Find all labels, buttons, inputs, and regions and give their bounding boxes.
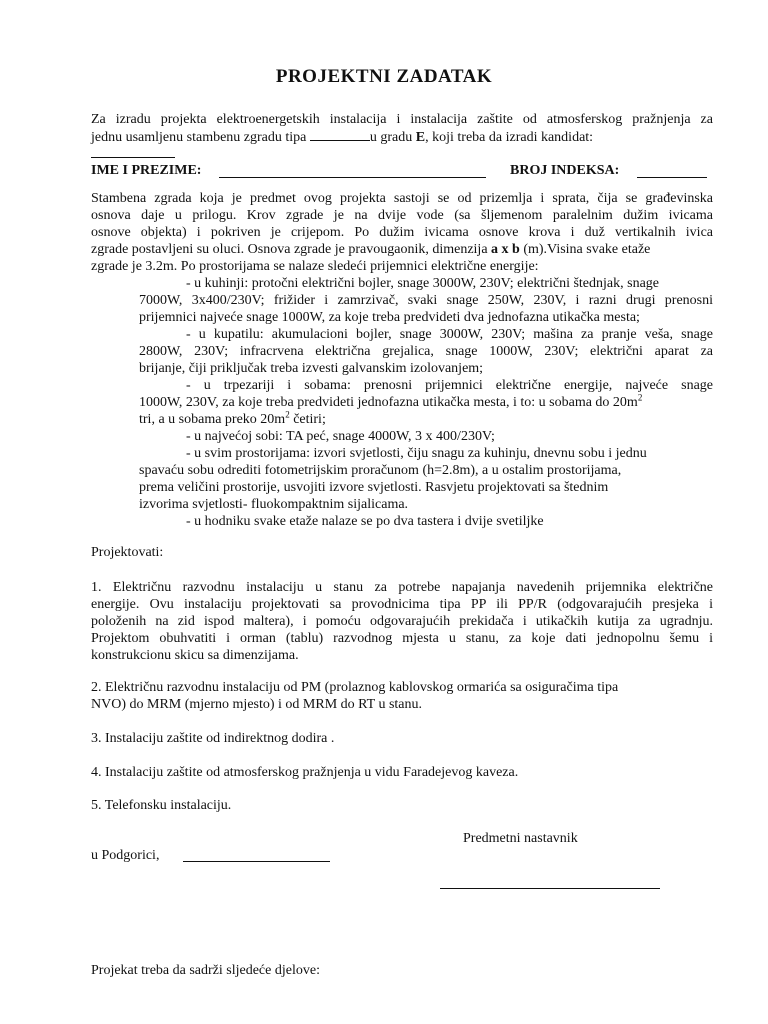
footer-text: Projekat treba da sadrži sljedeće djelove:: [91, 963, 320, 978]
description-line-4: [91, 241, 650, 258]
design-item-1-cont: konstrukcionu skicu sa dimenzijama.: [91, 648, 299, 663]
design-item-1-cont: položenih na zid ispod maltera), i pomoću odgovarajućih prekidača i utikačkih kutija za ugradnju.: [91, 614, 713, 629]
list-item-kitchen-cont: prijemnici najveće snage 1000W, za koje treba predvideti dva jednofazna utikačka mesta;: [139, 310, 640, 325]
design-item-1-cont: Projektom obuhvatiti i orman (tablu) razvodnog mjesta u stanu, za koje dati jednopolnu šemu i: [91, 631, 713, 646]
list-item-dining-cont: [139, 411, 326, 428]
description-dim-end: (m).Visina svake etaže: [519, 242, 651, 257]
dimension-b: b: [512, 242, 520, 257]
intro-line-2: [91, 128, 593, 146]
place-label: u Podgorici,: [91, 848, 160, 863]
name-field[interactable]: [219, 177, 486, 178]
teacher-label: Predmetni nastavnik: [463, 831, 578, 846]
intro-text-a: jednu usamljenu stambenu zgradu tipa: [91, 130, 310, 145]
dining-text: 1000W, 230V, za koje treba predvideti jednofazna utikačka mesta, i to: u sobama do 20m: [139, 395, 638, 410]
description-line-1: Stambena zgrada koja je predmet ovog projekta sastoji se od prizemlja i sprata, čija se građevinska: [91, 191, 713, 206]
design-item-1-cont: energije. Ovu instalaciju projektovati sa provodnicima tipa PP ili PP/R (odgovarajućih presjeka i: [91, 597, 713, 612]
design-item-1: 1. Električnu razvodnu instalaciju u stanu za potrebe napajanja navedenih prijemnika električne: [91, 580, 713, 595]
intro-line-1: Za izradu projekta elektroenergetskih instalacija i instalacija zaštite od atmosferskog pražnjenja za: [91, 112, 713, 127]
list-item-largest-room: - u najvećoj sobi: TA peć, snage 4000W, 3 x 400/230V;: [186, 429, 495, 444]
name-label: IME I PREZIME:: [91, 163, 202, 178]
dining-text: tri, a u sobama preko 20m: [139, 412, 286, 427]
teacher-signature-line[interactable]: [440, 888, 660, 889]
list-item-hallway: - u hodniku svake etaže nalaze se po dva tastera i dvije svetiljke: [186, 514, 544, 529]
list-item-kitchen: - u kuhinji: protočni električni bojler, snage 3000W, 230V; električni štednjak, snage: [186, 276, 659, 291]
design-item-3: 3. Instalaciju zaštite od indirektnog dodira .: [91, 731, 335, 746]
list-item-dining-cont: [139, 394, 642, 411]
list-item-lighting: - u svim prostorijama: izvori svjetlosti, čiju snagu za kuhinju, dnevnu sobu i jednu: [186, 446, 647, 461]
index-label: BROJ INDEKSA:: [510, 163, 620, 178]
description-text: zgrade postavljeni su oluci. Osnova zgrade je pravougaonik, dimenzija: [91, 242, 488, 257]
list-item-bathroom: - u kupatilu: akumulacioni bojler, snage 3000W, 230V; mašina za pranje veša, snage: [186, 327, 713, 342]
city-code: E: [415, 130, 426, 145]
description-line-5: zgrade je 3.2m. Po prostorijama se nalaze sledeći prijemnici električne energije:: [91, 259, 539, 274]
list-item-bathroom-cont: 2800W, 230V; infracrvena električna grejalica, snage 1000W, 230V; električni aparat za: [139, 344, 713, 359]
description-line-2: osnova daje u prilogu. Krov zgrade je na dvije vode (sa šljemenom paralelnim dužim ivicama: [91, 208, 713, 223]
dining-text: četiri;: [289, 412, 326, 427]
list-item-dining: - u trpezariji i sobama: prenosni prijemnici električne energije, najveće snage: [186, 378, 713, 393]
date-field[interactable]: [183, 861, 330, 862]
design-heading: Projektovati:: [91, 545, 164, 560]
superscript: 2: [285, 409, 290, 420]
separator-line: [91, 157, 175, 158]
list-item-lighting-cont: izvorima svjetlosti- fluokompaktnim sijalicama.: [139, 497, 409, 512]
index-field[interactable]: [637, 177, 707, 178]
document-title: PROJEKTNI ZADATAK: [275, 66, 493, 87]
superscript: 2: [637, 392, 643, 403]
list-item-lighting-cont: spavaću sobu odrediti fotometrijskim proračunom (h=2.8m), a u ostalim prostorijama,: [139, 463, 622, 478]
list-item-lighting-cont: prema veličini prostorije, usvojiti izvore svjetlosti. Rasvjetu projektovati sa štednim: [139, 480, 609, 495]
dimension-x: x: [498, 242, 513, 257]
list-item-kitchen-cont: 7000W, 3x400/230V; frižider i zamrzivač, svaki snage 250W, 230V, i razni drugi prenosni: [139, 293, 713, 308]
building-type-blank: [310, 128, 370, 141]
design-item-5: 5. Telefonsku instalaciju.: [91, 798, 232, 813]
list-item-bathroom-cont: brijanje, čiji priključak treba izvesti galvanskim izolovanjem;: [139, 361, 484, 376]
description-line-3: osnove objekta) i pokriven je crijepom. Po dužim ivicama osnove krova i duž vertikalnih ivica: [91, 225, 713, 240]
design-item-4: 4. Instalaciju zaštite od atmosferskog pražnjenja u vidu Faradejevog kaveza.: [91, 765, 519, 780]
design-item-2-cont: NVO) do MRM (mjerno mjesto) i od MRM do RT u stanu.: [91, 697, 423, 712]
dimension-a: a: [491, 242, 499, 257]
intro-text-b: u gradu: [369, 130, 416, 145]
intro-text-c: , koji treba da izradi kandidat:: [425, 130, 594, 145]
design-item-2: 2. Električnu razvodnu instalaciju od PM (prolaznog kablovskog ormarića sa osiguračima tipa: [91, 680, 619, 695]
